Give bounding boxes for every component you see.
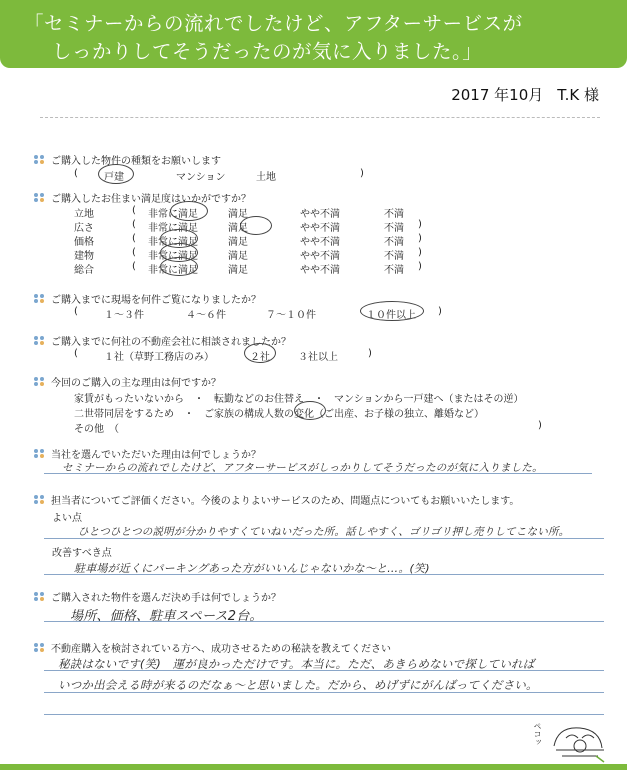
- option-mansion[interactable]: マンション: [176, 172, 226, 183]
- paren-open: (: [74, 168, 78, 179]
- secret-answer-line-1: 秘訣はないです(笑) 運が良かっただけです。本当に。ただ、あきらめないで探していれば: [58, 657, 535, 671]
- reason-other[interactable]: その他 （: [74, 424, 119, 435]
- row-item: 広さ: [74, 223, 94, 234]
- row-close: ): [418, 233, 422, 244]
- bullet-dots-icon: [34, 155, 47, 165]
- option-2-companies[interactable]: ２社: [250, 352, 270, 363]
- row-item: 建物: [74, 251, 94, 262]
- question-label: 不動産購入を検討されている方へ、成功させるための秘訣を教えてください: [51, 644, 391, 655]
- row-close: ): [418, 261, 422, 272]
- option-dissatisfied[interactable]: 不満: [384, 209, 404, 220]
- improvement-label: 改善すべき点: [52, 548, 112, 559]
- paren-close: ): [538, 420, 542, 431]
- bullet-dots-icon: [34, 495, 47, 505]
- option-10-plus[interactable]: １０件以上: [366, 310, 416, 321]
- question-label: 当社を選んでいただいた理由は何でしょうか？: [51, 450, 261, 461]
- selection-circle: [294, 401, 326, 420]
- bullet-dots-icon: [34, 336, 47, 346]
- selection-circle: [360, 301, 424, 321]
- answer-underline: [44, 692, 604, 693]
- row-item: 立地: [74, 209, 94, 220]
- divider: [40, 117, 600, 118]
- bowing-person-sketch: [533, 716, 616, 764]
- date-signature: [451, 84, 599, 105]
- bullet-dots-icon: [34, 294, 47, 304]
- question-satisfaction: [34, 190, 251, 205]
- headline-line-2: しっかりしてそうだったのが気に入りました。」: [52, 40, 483, 63]
- option-satisfied[interactable]: 満足: [228, 237, 248, 248]
- paren-open: (: [74, 306, 78, 317]
- option-satisfied[interactable]: 満足: [228, 209, 248, 220]
- bullet-dots-icon: [34, 643, 47, 653]
- row-open: (: [132, 233, 136, 244]
- good-points-label: よい点: [52, 513, 82, 524]
- bullet-dots-icon: [34, 592, 47, 602]
- question-why-us: [34, 446, 261, 461]
- deciding-factor-answer: 場所、価格、駐車スペース2台。: [70, 609, 263, 624]
- secret-answer-line-2: いつか出会える時が来るのだなぁ～と思いました。だから、めげずにがんばってください。: [58, 678, 538, 692]
- row-open: (: [132, 205, 136, 216]
- question-viewings: [34, 291, 261, 306]
- option-house[interactable]: 戸建: [104, 172, 124, 183]
- question-staff-evaluation: [34, 492, 519, 507]
- question-label: 今回のご購入の主な理由は何ですか？: [51, 378, 221, 389]
- selection-circle: [98, 164, 134, 184]
- option-4-6[interactable]: ４～６件: [186, 310, 226, 321]
- selection-circle: [240, 216, 272, 235]
- customer-name: T.K 様: [557, 86, 599, 104]
- why-us-answer: セミナーからの流れでしたけど、アフターサービスがしっかりしてそうだったのが気に入りました。: [62, 462, 543, 474]
- option-satisfied[interactable]: 満足: [228, 223, 248, 234]
- option-3-plus[interactable]: ３社以上: [298, 352, 338, 363]
- bullet-dots-icon: [34, 193, 47, 203]
- headline-line-1: 「セミナーからの流れでしたけど、アフターサービスが: [24, 12, 523, 35]
- option-somewhat-dissatisfied[interactable]: やや不満: [300, 251, 340, 262]
- row-item: 総合: [74, 265, 94, 276]
- improvement-answer: 駐車場が近くにパーキングあった方がいいんじゃないかな～と…。(笑): [74, 562, 430, 575]
- question-reason: [34, 374, 221, 389]
- option-1-3[interactable]: １～３件: [104, 310, 144, 321]
- paren-close: ): [438, 306, 442, 317]
- question-label: 担当者についてご評価ください。今後のよりよいサービスのため、問題点についてもお願いいたします。: [51, 496, 520, 507]
- row-open: (: [132, 247, 136, 258]
- option-land[interactable]: 土地: [256, 172, 276, 183]
- sketch-caption: ペコッ: [533, 722, 542, 746]
- question-label: ご購入した物件の種類をお願いします: [51, 156, 221, 167]
- answer-underline: [44, 538, 604, 539]
- option-dissatisfied[interactable]: 不満: [384, 265, 404, 276]
- option-very-satisfied[interactable]: 非常に満足: [148, 237, 198, 248]
- selection-circle: [244, 343, 276, 363]
- answer-underline: [44, 670, 604, 671]
- bullet-dots-icon: [34, 449, 47, 459]
- row-open: (: [132, 261, 136, 272]
- good-points-answer: ひとつひとつの説明が分かりやすくていねいだった所。話しやすく、ゴリゴリ押し売りしてこない所。: [78, 526, 570, 538]
- option-satisfied[interactable]: 満足: [228, 251, 248, 262]
- paren-close: ): [360, 168, 364, 179]
- option-somewhat-dissatisfied[interactable]: やや不満: [300, 265, 340, 276]
- option-very-satisfied[interactable]: 非常に満足: [148, 209, 198, 220]
- paren-open: (: [74, 348, 78, 359]
- option-dissatisfied[interactable]: 不満: [384, 251, 404, 262]
- question-label: ご購入までに何社の不動産会社に相談されましたか？: [51, 337, 291, 348]
- question-deciding-factor: [34, 589, 281, 604]
- reason-line-1[interactable]: 家賃がもったいないから ・ 転勤などのお住替え ・ マンションから一戸建へ（またはその逆）: [74, 394, 524, 405]
- row-open: (: [132, 219, 136, 230]
- option-somewhat-dissatisfied[interactable]: やや不満: [300, 237, 340, 248]
- option-satisfied[interactable]: 満足: [228, 265, 248, 276]
- option-somewhat-dissatisfied[interactable]: やや不満: [300, 209, 340, 220]
- footer-bar: [0, 764, 627, 770]
- question-label: ご購入までに現場を何件ご覧になりましたか？: [51, 295, 261, 306]
- date: 2017 年10月: [451, 86, 544, 104]
- question-label: ご購入したお住まい満足度はいかがですか？: [51, 194, 251, 205]
- option-very-satisfied[interactable]: 非常に満足: [148, 223, 198, 234]
- option-somewhat-dissatisfied[interactable]: やや不満: [300, 223, 340, 234]
- reason-line-2[interactable]: 二世帯同居をするため ・ ご家族の構成人数の変化（ご出産、お子様の独立、離婚など）: [74, 409, 484, 420]
- headline-banner: [0, 0, 627, 68]
- answer-underline: [44, 714, 604, 715]
- row-close: ): [418, 247, 422, 258]
- row-item: 価格: [74, 237, 94, 248]
- option-dissatisfied[interactable]: 不満: [384, 237, 404, 248]
- option-dissatisfied[interactable]: 不満: [384, 223, 404, 234]
- bowing-person-icon: [546, 716, 616, 764]
- answer-underline: [44, 473, 592, 474]
- option-7-10[interactable]: ７～１０件: [266, 310, 316, 321]
- selection-circle: [170, 201, 208, 221]
- row-close: ): [418, 219, 422, 230]
- answer-underline: [44, 621, 604, 622]
- option-1-company[interactable]: １社（草野工務店のみ）: [104, 352, 214, 363]
- bullet-dots-icon: [34, 377, 47, 387]
- question-property-type: [34, 152, 221, 167]
- selection-circle: [160, 257, 198, 276]
- answer-underline: [44, 574, 604, 575]
- question-label: ご購入された物件を選んだ決め手は何でしょうか？: [51, 593, 281, 604]
- paren-close: ): [368, 348, 372, 359]
- question-secret: [34, 640, 391, 655]
- option-very-satisfied[interactable]: 非常に満足: [148, 265, 198, 276]
- option-very-satisfied[interactable]: 非常に満足: [148, 251, 198, 262]
